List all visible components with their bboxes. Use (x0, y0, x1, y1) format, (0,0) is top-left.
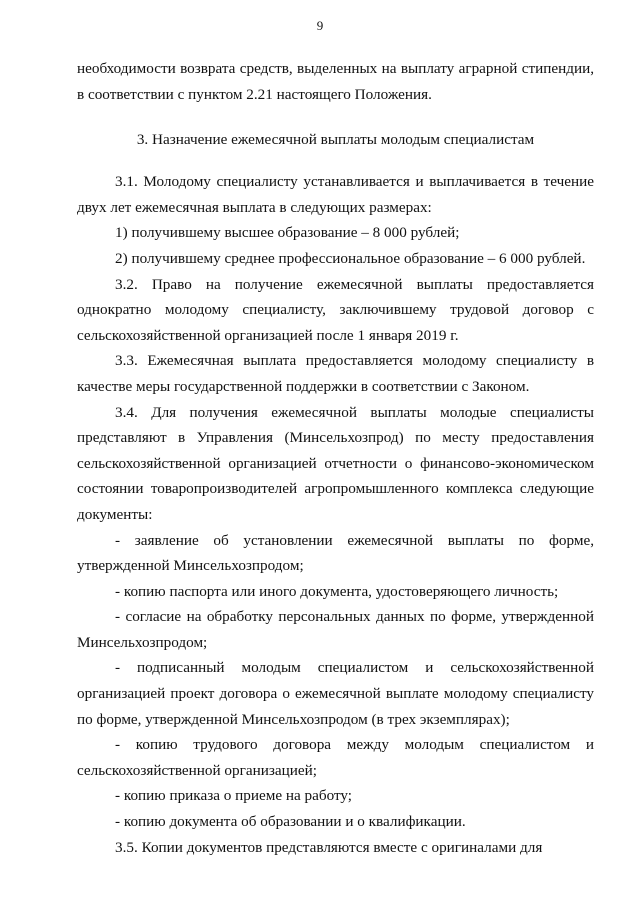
paragraph-3-4: 3.4. Для получения ежемесячной выплаты молодые специалисты представляют в Управления (Минсельхозпрод) по месту предоставления сельскохозяйственной организацией отчетности о финансово-экономическом состоянии товаропроизводителей агропромышленного комплекса следующие документы: (77, 403, 594, 523)
doc-item-passport: - копию паспорта или иного документа, удостоверяющего личность; (115, 582, 559, 600)
paragraph-3-2: 3.2. Право на получение ежемесячной выплаты предоставляется однократно молодому специалисту, заключившему трудовой договор с сельскохозяйственной организацией после 1 января 2019 г. (77, 275, 594, 344)
doc-item-application: - заявление об установлении ежемесячной выплаты по форме, утвержденной Минсельхозпродом; (77, 531, 594, 575)
paragraph-3-1: 3.1. Молодому специалисту устанавливается и выплачивается в течение двух лет ежемесячная выплата в следующих размерах: (77, 173, 594, 216)
section-heading: 3. Назначение ежемесячной выплаты молодым специалистам (136, 131, 535, 149)
list-item-secondary-education: 2) получившему среднее профессиональное образование – 6 000 рублей. (115, 249, 586, 267)
doc-item-labor-contract: - копию трудового договора между молодым специалистом и сельскохозяйственной организацией; (77, 736, 594, 779)
page-number: 9 (316, 18, 324, 33)
list-item-higher-education: 1) получившему высшее образование – 8 000 рублей; (115, 224, 460, 242)
doc-item-consent: - согласие на обработку персональных данных по форме, утвержденной Минсельхозпродом; (77, 608, 594, 651)
document-body (77, 56, 594, 860)
doc-item-education-document: - копию документа об образовании и о квалификации. (115, 813, 466, 831)
paragraph-3-3: 3.3. Ежемесячная выплата предоставляется молодому специалисту в качестве меры государственной поддержки в соответствии с Законом. (77, 352, 594, 395)
doc-item-contract-draft: - подписанный молодым специалистом и сельскохозяйственной организацией проект договора о ежемесячной выплате молодому специалисту по форме, утвержденной Минсельхозпродом (в трех экземплярах); (77, 659, 594, 728)
doc-item-hiring-order: - копию приказа о приеме на работу; (115, 787, 353, 805)
paragraph-3-5: 3.5. Копии документов представляются вместе с оригиналами для (115, 838, 543, 856)
paragraph-continued: необходимости возврата средств, выделенных на выплату аграрной стипендии, в соответствии с пунктом 2.21 настоящего Положения. (77, 60, 594, 103)
